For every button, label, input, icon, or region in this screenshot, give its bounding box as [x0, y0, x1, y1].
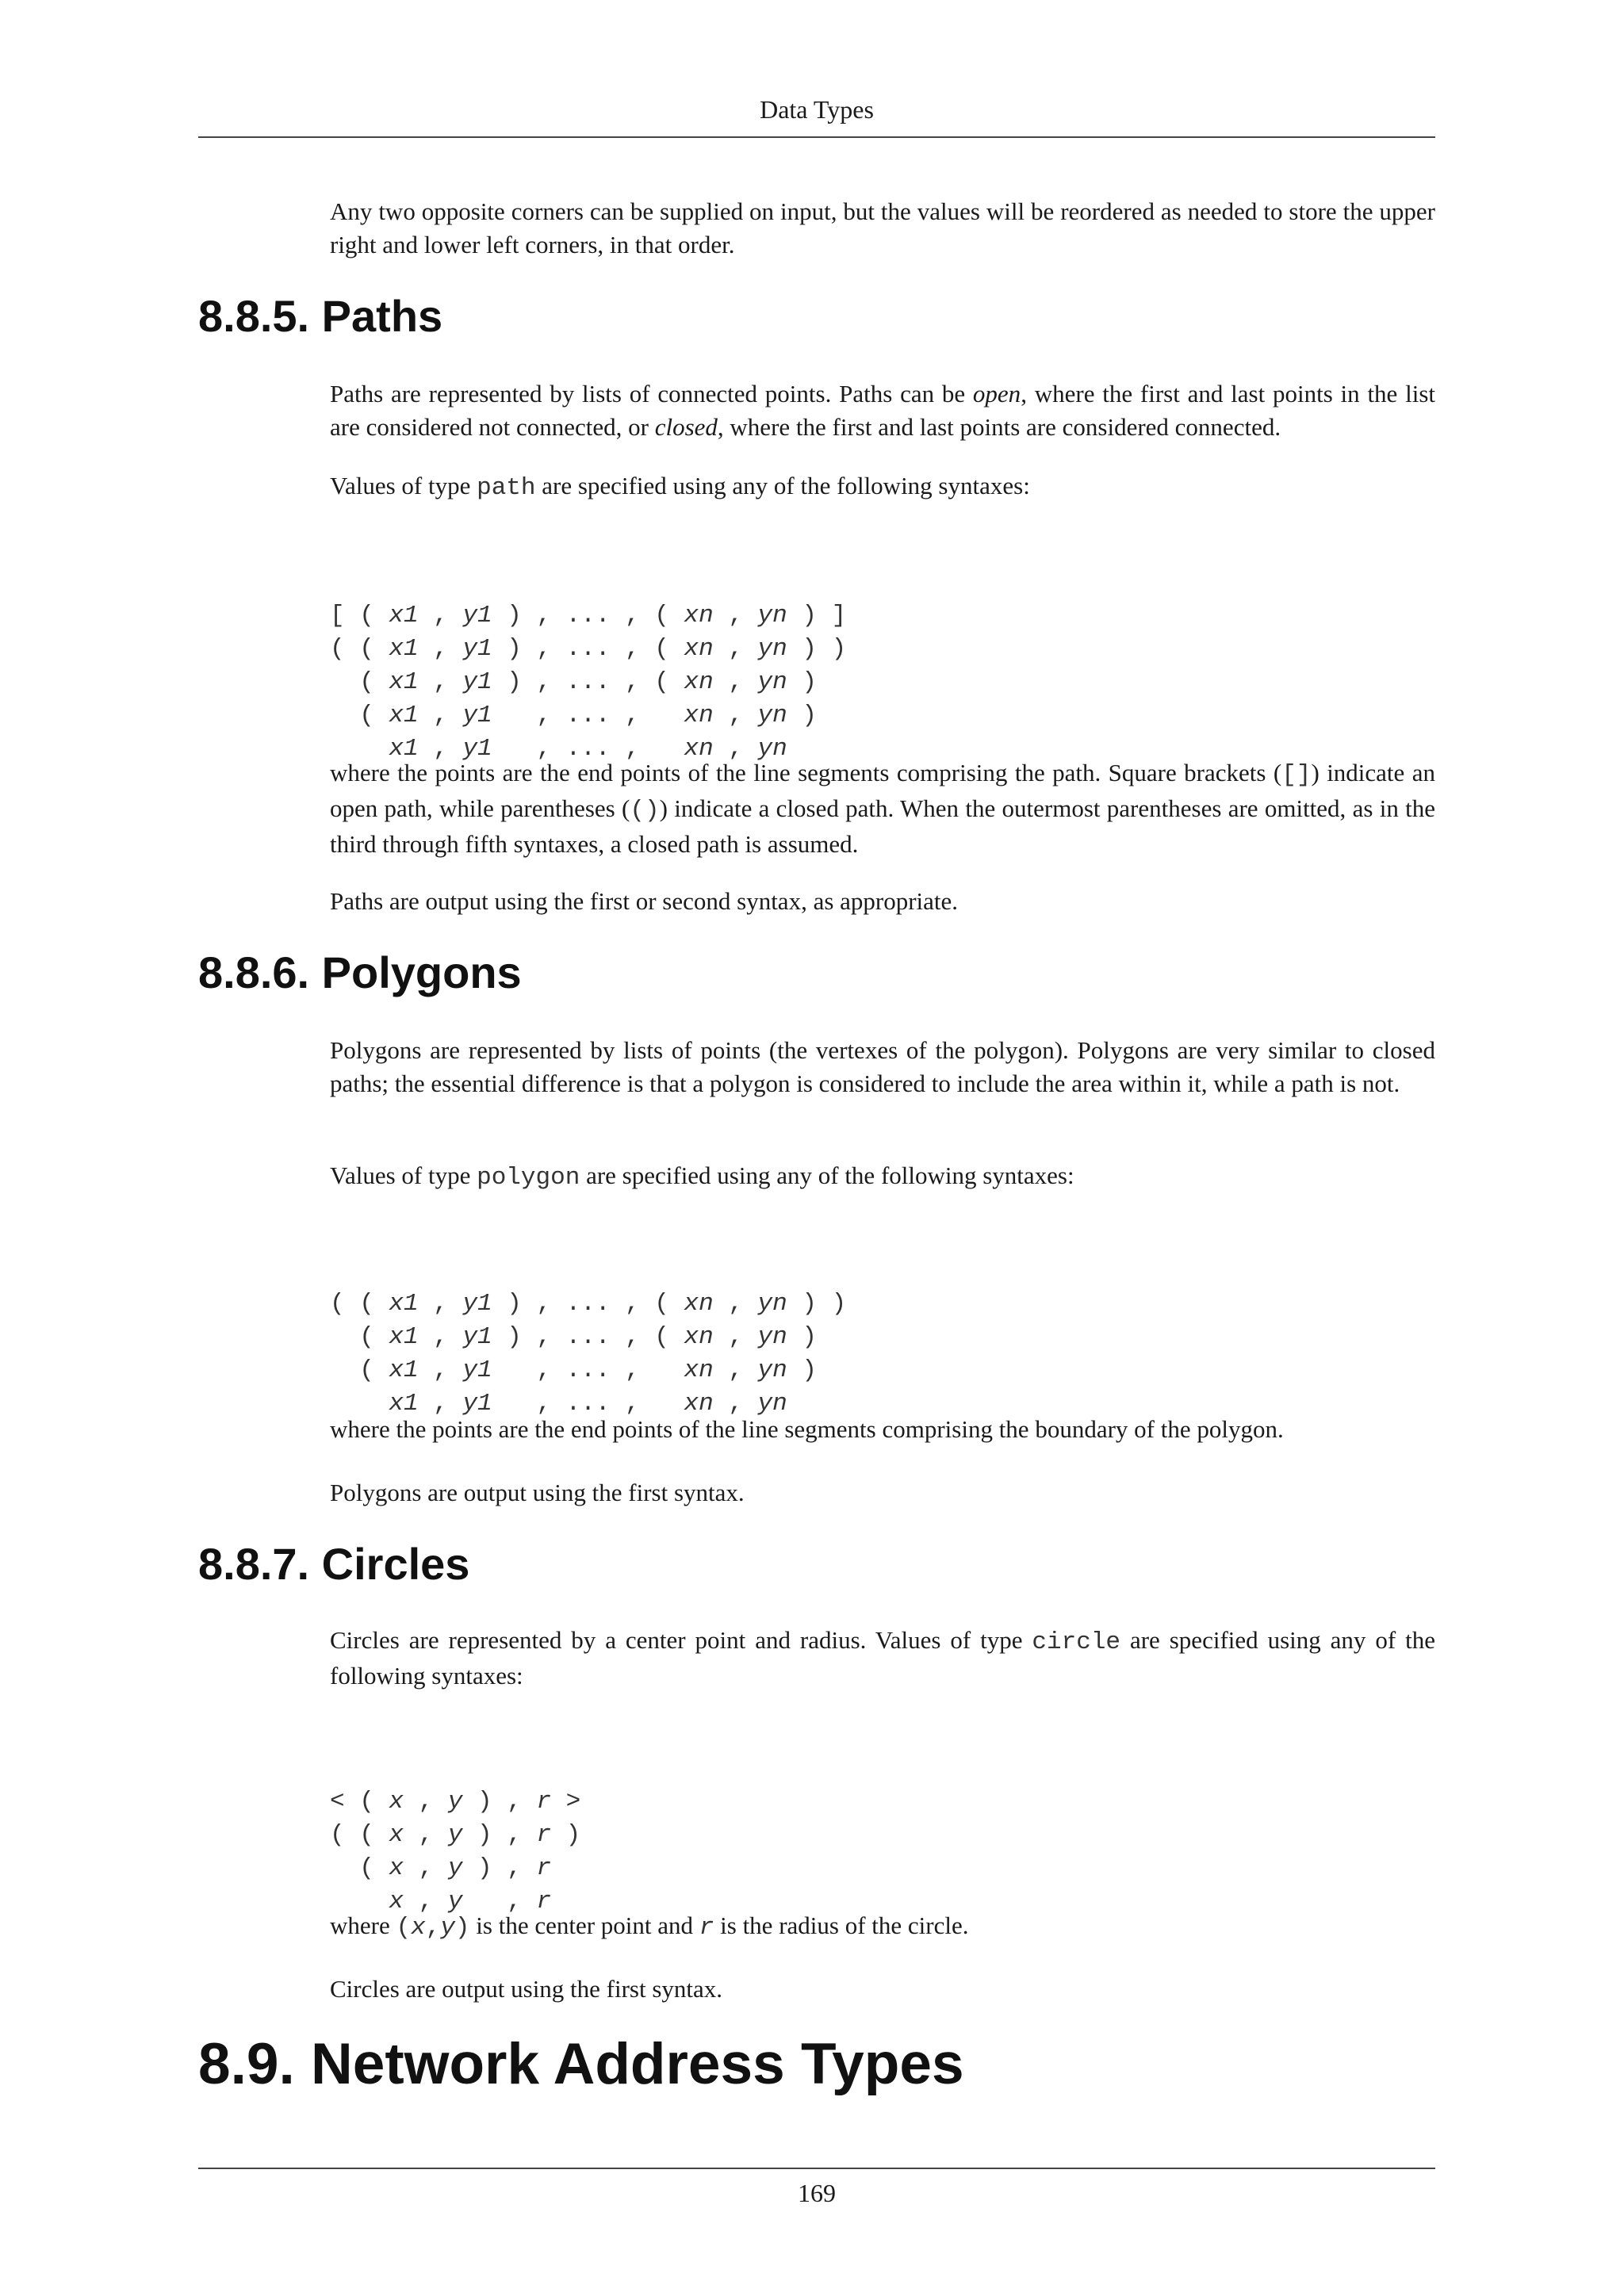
syntax-placeholder: r: [536, 1888, 552, 1915]
syntax-placeholder: x1: [389, 635, 419, 663]
syntax-placeholder: xn: [684, 1357, 714, 1384]
syntax-line: ( ( x , y ) , r ): [330, 1821, 581, 1849]
syntax-placeholder: yn: [757, 1290, 787, 1318]
inline-code-radius: r: [699, 1914, 714, 1942]
polygons-intro-paragraph: Polygons are represented by lists of points (the vertexes of the polygon). Polygons are very similar to closed paths; the essential difference is that a polygon is considered to include the area within it, while a path is not.: [330, 1036, 1435, 1097]
syntax-line: ( ( x1 , y1 ) , ... , ( xn , yn ) ): [330, 635, 847, 663]
syntax-placeholder: xn: [684, 1290, 714, 1318]
syntax-line: x , y , r: [389, 1888, 552, 1915]
header-rule: [198, 136, 1435, 138]
syntax-placeholder: y1: [462, 1290, 492, 1318]
syntax-placeholder: y1: [462, 635, 492, 663]
syntax-placeholder: xn: [684, 1323, 714, 1351]
syntax-placeholder: y1: [462, 602, 492, 629]
syntax-placeholder: x: [389, 1888, 404, 1915]
syntax-line: ( x1 , y1 ) , ... , ( xn , yn ): [330, 1323, 817, 1351]
syntax-line: x1 , y1 , ... , xn , yn: [389, 1390, 787, 1418]
syntax-placeholder: yn: [757, 702, 787, 729]
syntax-line: [ ( x1 , y1 ) , ... , ( xn , yn ) ]: [330, 602, 847, 629]
paths-intro-paragraph: Paths are represented by lists of connected points. Paths can be open, where the first and last points in the list are considered not connected, or closed, where the first and last points are considered connected.: [330, 380, 1435, 441]
syntax-placeholder: y1: [462, 702, 492, 729]
emphasis-closed: closed: [654, 413, 718, 441]
syntax-placeholder: y1: [462, 735, 492, 763]
syntax-placeholder: x1: [389, 602, 419, 629]
polygons-explanation-paragraph: where the points are the end points of the line segments comprising the boundary of the polygon.: [330, 1415, 1284, 1443]
syntax-placeholder: x1: [389, 702, 419, 729]
syntax-placeholder: xn: [684, 668, 714, 696]
syntax-placeholder: x: [389, 1788, 404, 1816]
syntax-placeholder: x1: [389, 1290, 419, 1318]
syntax-placeholder: xn: [684, 702, 714, 729]
section-heading-circles: 8.8.7. Circles: [198, 1539, 470, 1589]
syntax-placeholder: x: [389, 1821, 404, 1849]
syntax-placeholder: r: [536, 1788, 552, 1816]
syntax-line: < ( x , y ) , r >: [330, 1788, 581, 1816]
section-heading-network-address-types: 8.9. Network Address Types: [198, 2032, 964, 2096]
syntax-placeholder: y1: [462, 1323, 492, 1351]
syntax-placeholder: yn: [757, 602, 787, 629]
syntax-line: x1 , y1 , ... , xn , yn: [389, 735, 787, 763]
syntax-placeholder: x1: [389, 1357, 419, 1384]
polygons-output-paragraph: Polygons are output using the first syntax.: [330, 1479, 745, 1506]
inline-code-path: path: [477, 474, 536, 502]
inline-code-polygon: polygon: [477, 1164, 580, 1192]
paths-output-paragraph: Paths are output using the first or second syntax, as appropriate.: [330, 887, 959, 915]
syntax-placeholder: y: [447, 1888, 463, 1915]
syntax-placeholder: xn: [684, 635, 714, 663]
section-heading-paths: 8.8.5. Paths: [198, 291, 443, 341]
syntax-placeholder: yn: [757, 635, 787, 663]
syntax-placeholder: yn: [757, 1357, 787, 1384]
circles-explanation-paragraph: where (x,y) is the center point and r is the radius of the circle.: [330, 1911, 969, 1942]
syntax-placeholder: yn: [757, 1323, 787, 1351]
syntax-placeholder: y: [447, 1788, 463, 1816]
syntax-placeholder: yn: [757, 735, 787, 763]
syntax-placeholder: r: [536, 1821, 552, 1849]
polygons-syntax-intro: Values of type polygon are specified using any of the following syntaxes:: [330, 1161, 1074, 1192]
page-number: 169: [798, 2179, 836, 2207]
syntax-placeholder: x1: [389, 735, 419, 763]
syntax-placeholder: x: [389, 1854, 404, 1882]
syntax-placeholder: x1: [389, 668, 419, 696]
paths-explanation-paragraph: where the points are the end points of the line segments comprising the path. Square brackets ([]) indicate an open path, while parentheses (()) indicate a closed path. When the outermost parentheses are omitted, as in the third through fifth syntaxes, a closed path is assumed.: [330, 759, 1435, 858]
paths-syntax-intro: Values of type path are specified using any of the following syntaxes:: [330, 472, 1030, 502]
syntax-line: ( ( x1 , y1 ) , ... , ( xn , yn ) ): [330, 1290, 847, 1318]
syntax-line: ( x1 , y1 , ... , xn , yn ): [330, 702, 817, 729]
running-header: Data Types: [760, 95, 874, 124]
syntax-placeholder: y1: [462, 1357, 492, 1384]
syntax-placeholder: y1: [462, 1390, 492, 1418]
inline-code-brackets: []: [1281, 761, 1312, 789]
syntax-placeholder: yn: [757, 668, 787, 696]
syntax-placeholder: x1: [389, 1390, 419, 1418]
syntax-placeholder: y: [447, 1821, 463, 1849]
circles-intro-paragraph: Circles are represented by a center point and radius. Values of type circle are specified using any of the following syntaxes:: [330, 1626, 1435, 1689]
section-heading-polygons: 8.8.6. Polygons: [198, 947, 522, 997]
syntax-placeholder: y1: [462, 668, 492, 696]
inline-code-circle: circle: [1032, 1628, 1121, 1656]
emphasis-open: open: [972, 380, 1021, 408]
syntax-placeholder: y: [447, 1854, 463, 1882]
syntax-line: ( x1 , y1 ) , ... , ( xn , yn ): [330, 668, 817, 696]
intro-paragraph: Any two opposite corners can be supplied on input, but the values will be reordered as needed to store the upper right and lower left corners, in that order.: [330, 197, 1435, 258]
syntax-line: ( x1 , y1 , ... , xn , yn ): [330, 1357, 817, 1384]
inline-code-parentheses: (): [630, 797, 660, 825]
footer-rule: [198, 2168, 1435, 2169]
syntax-placeholder: xn: [684, 602, 714, 629]
syntax-placeholder: yn: [757, 1390, 787, 1418]
syntax-line: ( x , y ) , r: [330, 1854, 552, 1882]
circles-output-paragraph: Circles are output using the first syntax.: [330, 1975, 723, 2003]
syntax-placeholder: xn: [684, 1390, 714, 1418]
inline-code-center-point: (x,y): [396, 1914, 470, 1942]
syntax-placeholder: x1: [389, 1323, 419, 1351]
syntax-placeholder: xn: [684, 735, 714, 763]
syntax-placeholder: r: [536, 1854, 552, 1882]
